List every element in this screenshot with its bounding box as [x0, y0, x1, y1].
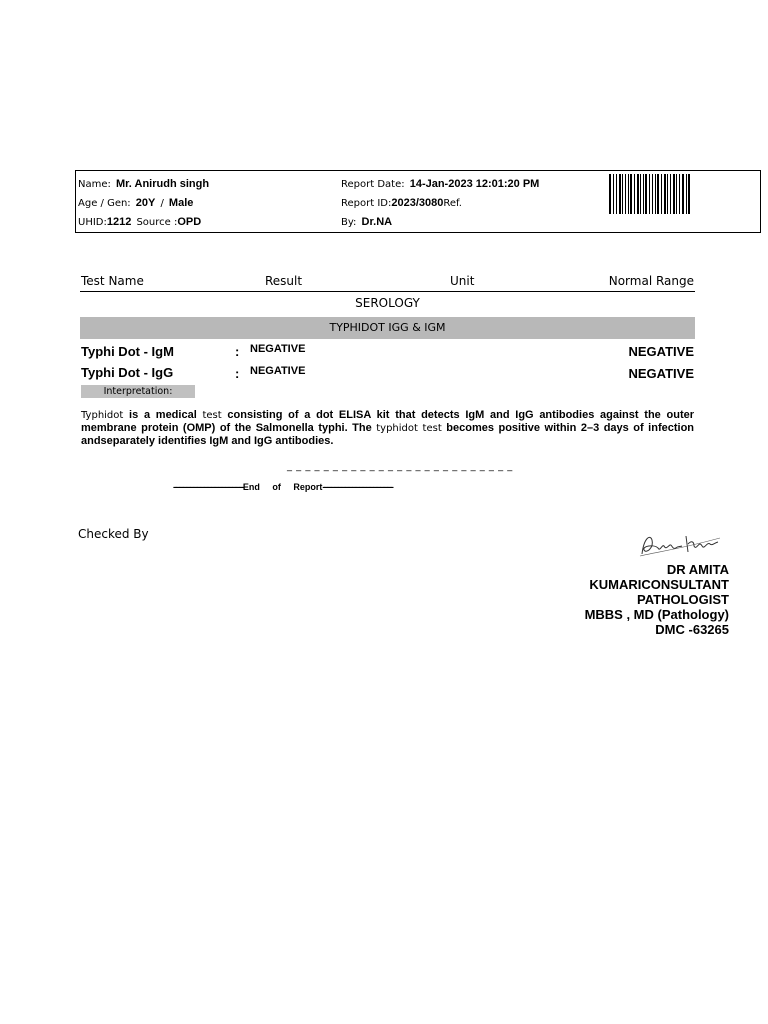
age-value: 20Y	[135, 197, 156, 209]
col-test-name: Test Name	[81, 274, 144, 288]
report-id-label: Report ID:	[341, 198, 392, 209]
test-colon-igg: :	[235, 366, 240, 381]
ref-by-row	[341, 210, 392, 229]
patient-name: Mr. Anirudh singh	[115, 178, 210, 190]
signatory-line-5: DMC -63265	[655, 622, 729, 637]
signatory-line-2: KUMARICONSULTANT	[589, 577, 729, 592]
col-result: Result	[265, 274, 303, 288]
age-gender-label: Age / Gen:	[78, 198, 131, 209]
test-result-igm: NEGATIVE	[250, 343, 306, 355]
gender-value: Male	[168, 197, 194, 209]
test-name-igm: Typhi Dot - IgM	[81, 344, 174, 359]
signatory-line-1: DR AMITA	[666, 562, 729, 577]
report-id-value: 2023/3080	[391, 197, 444, 209]
name-label: Name:	[78, 179, 111, 190]
report-date-row	[341, 172, 539, 191]
col-normal-range: Normal Range	[608, 274, 694, 288]
report-id-row	[341, 191, 462, 210]
signatory-line-4: MBBS , MD (Pathology)	[584, 607, 729, 622]
signatory-block	[585, 562, 729, 637]
patient-name-row	[78, 172, 209, 191]
test-result-igg: NEGATIVE	[250, 365, 306, 377]
checked-by-label: Checked By	[78, 527, 149, 541]
by-value: Dr.NA	[361, 216, 393, 228]
col-unit: Unit	[450, 274, 475, 288]
uhid-row	[78, 210, 201, 229]
source-label: Source :	[136, 217, 178, 228]
test-normal-igm: NEGATIVE	[628, 344, 694, 359]
report-date-label: Report Date:	[341, 179, 405, 190]
uhid-value: 1212	[106, 216, 132, 228]
panel-band	[80, 317, 695, 339]
dash-separator: _ _ _ _ _ _ _ _ _ _ _ _ _ _ _ _ _ _ _ _ _ _ _ _ _	[287, 461, 513, 472]
interpretation-label: Interpretation:	[81, 385, 195, 398]
test-normal-igg: NEGATIVE	[628, 366, 694, 381]
report-date-value: 14-Jan-2023 12:01:20 PM	[409, 178, 540, 190]
signatory-line-3: PATHOLOGIST	[637, 592, 729, 607]
barcode	[609, 174, 691, 214]
age-gender-row	[78, 191, 193, 210]
panel-title: TYPHIDOT IGG & IGM	[329, 321, 446, 334]
interpretation-text: Typhidot is a medical test consisting of a dot ELISA kit that detects IgM and IgG antibodies against the outer membrane protein (OMP) of the Salmonella typhi. The typhidot test becomes positive within 2–3 days of infection andseparately identifies IgM and IgG antibodies.	[81, 409, 695, 447]
test-name-igg: Typhi Dot - IgG	[81, 365, 174, 380]
signature-image	[636, 528, 726, 562]
department-title: SEROLOGY	[355, 296, 420, 310]
uhid-label: UHID:	[78, 217, 107, 228]
end-of-report: --------------------------------------------------End of Report--------------------------------------------------	[173, 482, 393, 492]
gender-separator: /	[160, 198, 164, 209]
source-value: OPD	[177, 216, 202, 228]
ref-label: Ref.	[443, 198, 462, 209]
by-label: By:	[341, 217, 357, 228]
test-colon-igm: :	[235, 344, 240, 359]
header-rule	[80, 291, 695, 292]
